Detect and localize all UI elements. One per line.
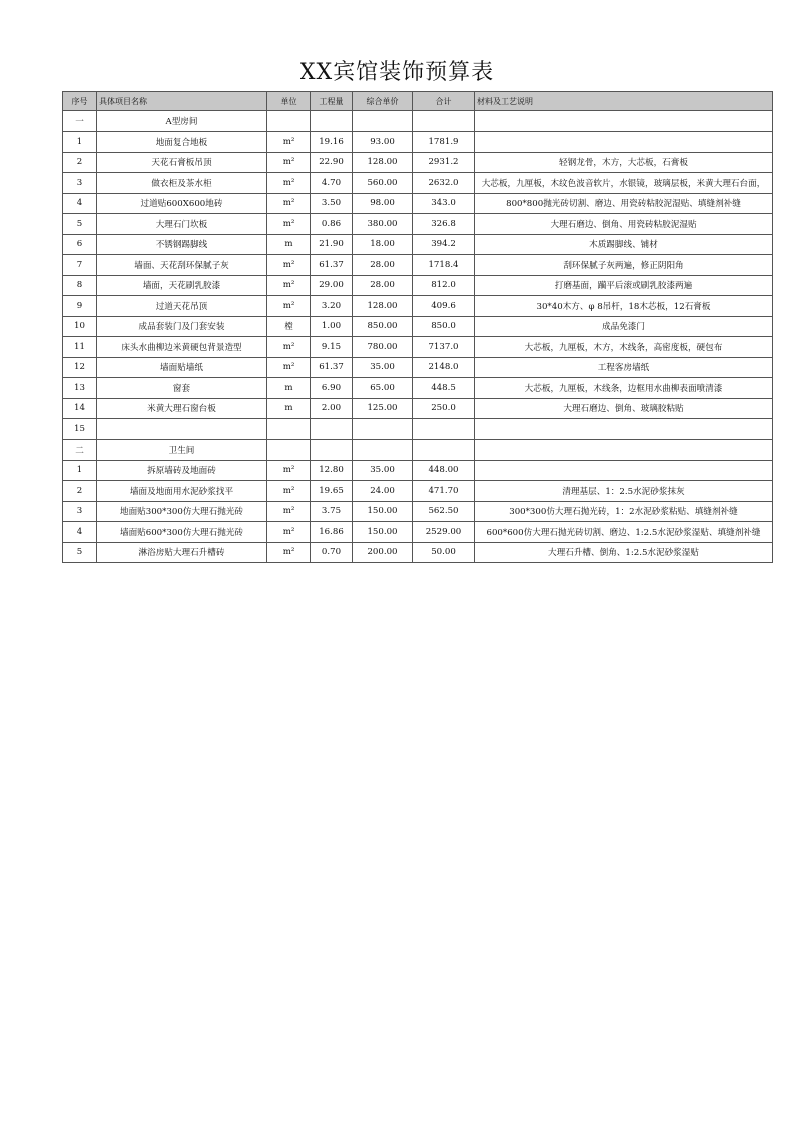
cell-quantity: 19.65 <box>311 481 353 502</box>
table-row <box>63 481 773 502</box>
cell-unit: m² <box>267 522 311 543</box>
cell-item-name: 墙面贴墙纸 <box>97 357 267 378</box>
table-row <box>63 152 773 173</box>
empty-cell <box>311 111 353 132</box>
cell-item-name: 墙面及地面用水泥砂浆找平 <box>97 481 267 502</box>
cell-description: 大芯板，九厘板，木线条，边框用水曲柳表面喷清漆 <box>475 378 773 399</box>
section-number: 一 <box>63 111 97 132</box>
cell-seq: 6 <box>63 234 97 255</box>
header-price: 综合单价 <box>353 92 413 111</box>
cell-quantity: 3.20 <box>311 296 353 317</box>
empty-cell <box>353 111 413 132</box>
cell-seq: 13 <box>63 378 97 399</box>
cell-unit: m <box>267 398 311 419</box>
cell-unit-price: 125.00 <box>353 398 413 419</box>
header-name: 具体项目名称 <box>97 92 267 111</box>
cell-quantity: 22.90 <box>311 152 353 173</box>
cell-total: 1781.9 <box>413 132 475 153</box>
cell-description: 清理基层、1：2.5水泥砂浆抹灰 <box>475 481 773 502</box>
cell-unit-price: 850.00 <box>353 316 413 337</box>
cell-unit-price: 18.00 <box>353 234 413 255</box>
cell-item-name: 窗套 <box>97 378 267 399</box>
table-row <box>63 193 773 214</box>
cell-quantity: 0.86 <box>311 214 353 235</box>
section-number: 二 <box>63 439 97 460</box>
cell-total: 812.0 <box>413 275 475 296</box>
cell-description: 大理石磨边、倒角、用瓷砖粘胶泥湿贴 <box>475 214 773 235</box>
cell-description: 800*800抛光砖切割、磨边、用瓷砖粘胶泥湿贴、填缝剂补缝 <box>475 193 773 214</box>
cell-seq: 8 <box>63 275 97 296</box>
cell-unit-price: 65.00 <box>353 378 413 399</box>
cell-item-name: 大理石门坎板 <box>97 214 267 235</box>
table-body <box>63 111 773 563</box>
cell-seq: 5 <box>63 214 97 235</box>
empty-cell <box>413 111 475 132</box>
cell-unit: m² <box>267 481 311 502</box>
cell-total <box>413 419 475 440</box>
table-row <box>63 501 773 522</box>
header-seq: 序号 <box>63 92 97 111</box>
cell-description: 打磨基面，躏平后滚或刷乳胶漆两遍 <box>475 275 773 296</box>
cell-total: 2529.00 <box>413 522 475 543</box>
cell-unit-price: 150.00 <box>353 501 413 522</box>
cell-total: 448.5 <box>413 378 475 399</box>
cell-description: 大芯板，九厘板，木方，木线条，高密度板，硬包布 <box>475 337 773 358</box>
cell-quantity: 4.70 <box>311 173 353 194</box>
cell-total: 2931.2 <box>413 152 475 173</box>
cell-seq: 4 <box>63 193 97 214</box>
cell-unit: m² <box>267 296 311 317</box>
cell-unit: m <box>267 378 311 399</box>
page-title: XX宾馆装饰预算表 <box>299 60 495 85</box>
cell-unit: m² <box>267 255 311 276</box>
cell-unit-price: 35.00 <box>353 357 413 378</box>
cell-seq: 1 <box>63 132 97 153</box>
cell-item-name: 米黄大理石窗台板 <box>97 398 267 419</box>
cell-seq: 3 <box>63 501 97 522</box>
cell-total: 850.0 <box>413 316 475 337</box>
cell-unit-price: 93.00 <box>353 132 413 153</box>
cell-description: 轻钢龙骨，木方，大芯板，石膏板 <box>475 152 773 173</box>
cell-quantity: 9.15 <box>311 337 353 358</box>
cell-seq: 7 <box>63 255 97 276</box>
cell-quantity: 16.86 <box>311 522 353 543</box>
cell-item-name: 墙面、天花刮环保腻子灰 <box>97 255 267 276</box>
table-row <box>63 460 773 481</box>
cell-unit-price: 200.00 <box>353 542 413 563</box>
empty-cell <box>353 439 413 460</box>
cell-description: 大理石磨边、倒角、玻璃胶粘贴 <box>475 398 773 419</box>
cell-description <box>475 419 773 440</box>
cell-quantity: 61.37 <box>311 357 353 378</box>
cell-item-name: 过道天花吊顶 <box>97 296 267 317</box>
cell-seq: 14 <box>63 398 97 419</box>
cell-total: 448.00 <box>413 460 475 481</box>
cell-unit-price: 128.00 <box>353 296 413 317</box>
cell-unit: m² <box>267 337 311 358</box>
section-title: 卫生间 <box>97 439 267 460</box>
cell-unit: m² <box>267 214 311 235</box>
cell-quantity: 19.16 <box>311 132 353 153</box>
cell-seq: 11 <box>63 337 97 358</box>
cell-total: 343.0 <box>413 193 475 214</box>
cell-description <box>475 460 773 481</box>
table-row <box>63 296 773 317</box>
cell-quantity: 1.00 <box>311 316 353 337</box>
cell-total: 471.70 <box>413 481 475 502</box>
cell-unit: m² <box>267 152 311 173</box>
table-header-row <box>63 92 773 111</box>
table-row <box>63 542 773 563</box>
cell-description: 工程客房墙纸 <box>475 357 773 378</box>
cell-seq: 5 <box>63 542 97 563</box>
cell-item-name: 地面贴300*300仿大理石抛光砖 <box>97 501 267 522</box>
cell-unit: m² <box>267 460 311 481</box>
cell-total: 1718.4 <box>413 255 475 276</box>
cell-quantity <box>311 419 353 440</box>
cell-unit: m <box>267 234 311 255</box>
budget-table <box>62 91 773 563</box>
cell-unit-price: 35.00 <box>353 460 413 481</box>
cell-description: 30*40木方、φ 8吊杆，18木芯板，12石膏板 <box>475 296 773 317</box>
table-row <box>63 522 773 543</box>
table-row <box>63 316 773 337</box>
cell-unit: m² <box>267 501 311 522</box>
cell-item-name: 成品套装门及门套安装 <box>97 316 267 337</box>
cell-description: 大芯板，九厘板，木纹色波音软片，水银镜，玻璃层板，米黄大理石台面， <box>475 173 773 194</box>
cell-seq: 12 <box>63 357 97 378</box>
cell-quantity: 3.50 <box>311 193 353 214</box>
table-row <box>63 214 773 235</box>
cell-unit-price: 150.00 <box>353 522 413 543</box>
cell-description: 大理石升槽、倒角、1:2.5水泥砂浆湿贴 <box>475 542 773 563</box>
cell-total: 50.00 <box>413 542 475 563</box>
cell-quantity: 21.90 <box>311 234 353 255</box>
cell-unit: m² <box>267 193 311 214</box>
cell-total: 326.8 <box>413 214 475 235</box>
empty-cell <box>311 439 353 460</box>
cell-seq: 4 <box>63 522 97 543</box>
table-row <box>63 132 773 153</box>
cell-unit: m² <box>267 542 311 563</box>
cell-unit-price <box>353 419 413 440</box>
cell-unit-price: 380.00 <box>353 214 413 235</box>
cell-item-name: 做衣柜及茶水柜 <box>97 173 267 194</box>
cell-description: 木质踢脚线、铺材 <box>475 234 773 255</box>
empty-cell <box>475 111 773 132</box>
cell-seq: 3 <box>63 173 97 194</box>
cell-seq: 15 <box>63 419 97 440</box>
cell-unit-price: 28.00 <box>353 275 413 296</box>
table-row <box>63 378 773 399</box>
cell-unit-price: 780.00 <box>353 337 413 358</box>
section-title: A型房间 <box>97 111 267 132</box>
cell-seq: 2 <box>63 152 97 173</box>
cell-total: 394.2 <box>413 234 475 255</box>
cell-total: 250.0 <box>413 398 475 419</box>
table-row <box>63 337 773 358</box>
cell-description <box>475 132 773 153</box>
cell-unit: m² <box>267 173 311 194</box>
header-qty: 工程量 <box>311 92 353 111</box>
cell-item-name: 过道贴600X600地砖 <box>97 193 267 214</box>
table-row <box>63 234 773 255</box>
header-total: 合计 <box>413 92 475 111</box>
cell-description: 300*300仿大理石抛光砖，1：2水泥砂浆粘贴、填缝剂补缝 <box>475 501 773 522</box>
cell-unit-price: 98.00 <box>353 193 413 214</box>
empty-cell <box>413 439 475 460</box>
cell-unit-price: 560.00 <box>353 173 413 194</box>
cell-unit: m² <box>267 132 311 153</box>
cell-unit: m² <box>267 357 311 378</box>
cell-quantity: 12.80 <box>311 460 353 481</box>
cell-description: 刮环保腻子灰两遍，修正阴阳角 <box>475 255 773 276</box>
cell-seq: 9 <box>63 296 97 317</box>
cell-total: 409.6 <box>413 296 475 317</box>
cell-seq: 10 <box>63 316 97 337</box>
section-row <box>63 111 773 132</box>
cell-item-name: 墙面贴600*300仿大理石抛光砖 <box>97 522 267 543</box>
cell-quantity: 3.75 <box>311 501 353 522</box>
empty-cell <box>475 439 773 460</box>
cell-item-name: 不锈钢踢脚线 <box>97 234 267 255</box>
header-unit: 单位 <box>267 92 311 111</box>
cell-quantity: 61.37 <box>311 255 353 276</box>
cell-total: 2632.0 <box>413 173 475 194</box>
cell-item-name: 地面复合地板 <box>97 132 267 153</box>
table-row <box>63 173 773 194</box>
cell-unit: 樘 <box>267 316 311 337</box>
empty-cell <box>267 439 311 460</box>
table-row <box>63 398 773 419</box>
cell-total: 562.50 <box>413 501 475 522</box>
header-desc: 材料及工艺说明 <box>475 92 773 111</box>
cell-unit: m² <box>267 275 311 296</box>
cell-quantity: 0.70 <box>311 542 353 563</box>
cell-item-name <box>97 419 267 440</box>
cell-total: 7137.0 <box>413 337 475 358</box>
cell-item-name: 天花石膏板吊顶 <box>97 152 267 173</box>
cell-description: 成品免漆门 <box>475 316 773 337</box>
cell-unit <box>267 419 311 440</box>
cell-item-name: 淋浴房贴大理石升槽砖 <box>97 542 267 563</box>
cell-unit-price: 28.00 <box>353 255 413 276</box>
cell-quantity: 6.90 <box>311 378 353 399</box>
cell-seq: 1 <box>63 460 97 481</box>
cell-unit-price: 128.00 <box>353 152 413 173</box>
cell-unit-price: 24.00 <box>353 481 413 502</box>
cell-item-name: 墙面，天花刷乳胶漆 <box>97 275 267 296</box>
table-row <box>63 255 773 276</box>
cell-quantity: 29.00 <box>311 275 353 296</box>
empty-cell <box>267 111 311 132</box>
cell-item-name: 床头水曲柳边米黄硬包背景造型 <box>97 337 267 358</box>
cell-description: 600*600仿大理石抛光砖切割、磨边、1:2.5水泥砂浆湿贴、填缝剂补缝 <box>475 522 773 543</box>
cell-seq: 2 <box>63 481 97 502</box>
cell-item-name: 拆原墙砖及地面砖 <box>97 460 267 481</box>
section-row <box>63 439 773 460</box>
cell-total: 2148.0 <box>413 357 475 378</box>
table-row <box>63 357 773 378</box>
table-row <box>63 275 773 296</box>
table-row <box>63 419 773 440</box>
cell-quantity: 2.00 <box>311 398 353 419</box>
